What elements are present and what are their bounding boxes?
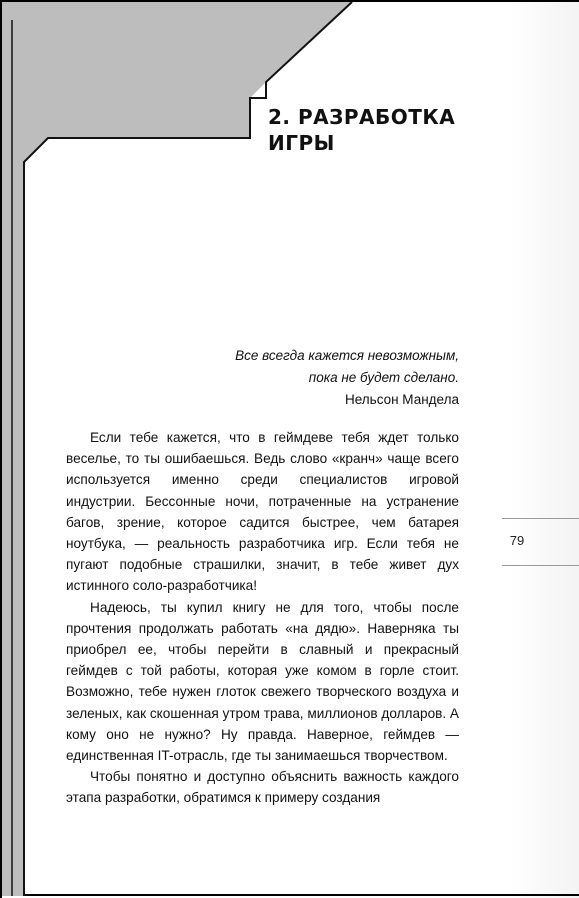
body-text [66,427,459,809]
chapter-title-line2: ИГРЫ [268,131,335,155]
paragraph: Чтобы понятно и доступно объяснить важность каждого этапа разработки, обратимся к примеру создания [66,769,459,806]
epigraph-quote-line1: Все всегда кажется невозможным, [235,348,459,363]
page-number-tab [502,518,579,566]
paragraph: Надеюсь, ты купил книгу не для того, чтобы после прочтения продолжать работать «на дядю». Наверняка ты приобрел ее, чтобы перейти в славный и прекрасный геймдев с той работы, которая уже комом в горле стоит. Возможно, тебе нужен глоток свежего творческого воздуха и зеленых, как скошенная утром трава, миллионов долларов. А кому оно не нужно? Ну правда. Наверное, геймдев — единственная IT-отрасль, где ты занимаешься творчеством. [66,599,459,764]
chapter-title [268,104,508,156]
page-number: 79 [509,533,525,548]
epigraph-quote-line2: пока не будет сделано. [308,370,459,385]
epigraph [139,345,459,411]
epigraph-author: Нельсон Мандела [344,392,459,407]
chapter-title-line1: 2. РАЗРАБОТКА [268,105,456,129]
paragraph: Если тебе кажется, что в геймдеве тебя ждет только веселье, то ты ошибаешься. Ведь слово «кранч» чаще всего используется именно среди специалистов игровой индустрии. Бессонные ночи, потраченные на устранение багов, зрение, которое садится быстрее, чем батарея ноутбука, — реальность разработчика игр. Если тебя не пугают подобные страшилки, значит, в тебе живет дух истинного соло-разработчика! [66,430,459,594]
